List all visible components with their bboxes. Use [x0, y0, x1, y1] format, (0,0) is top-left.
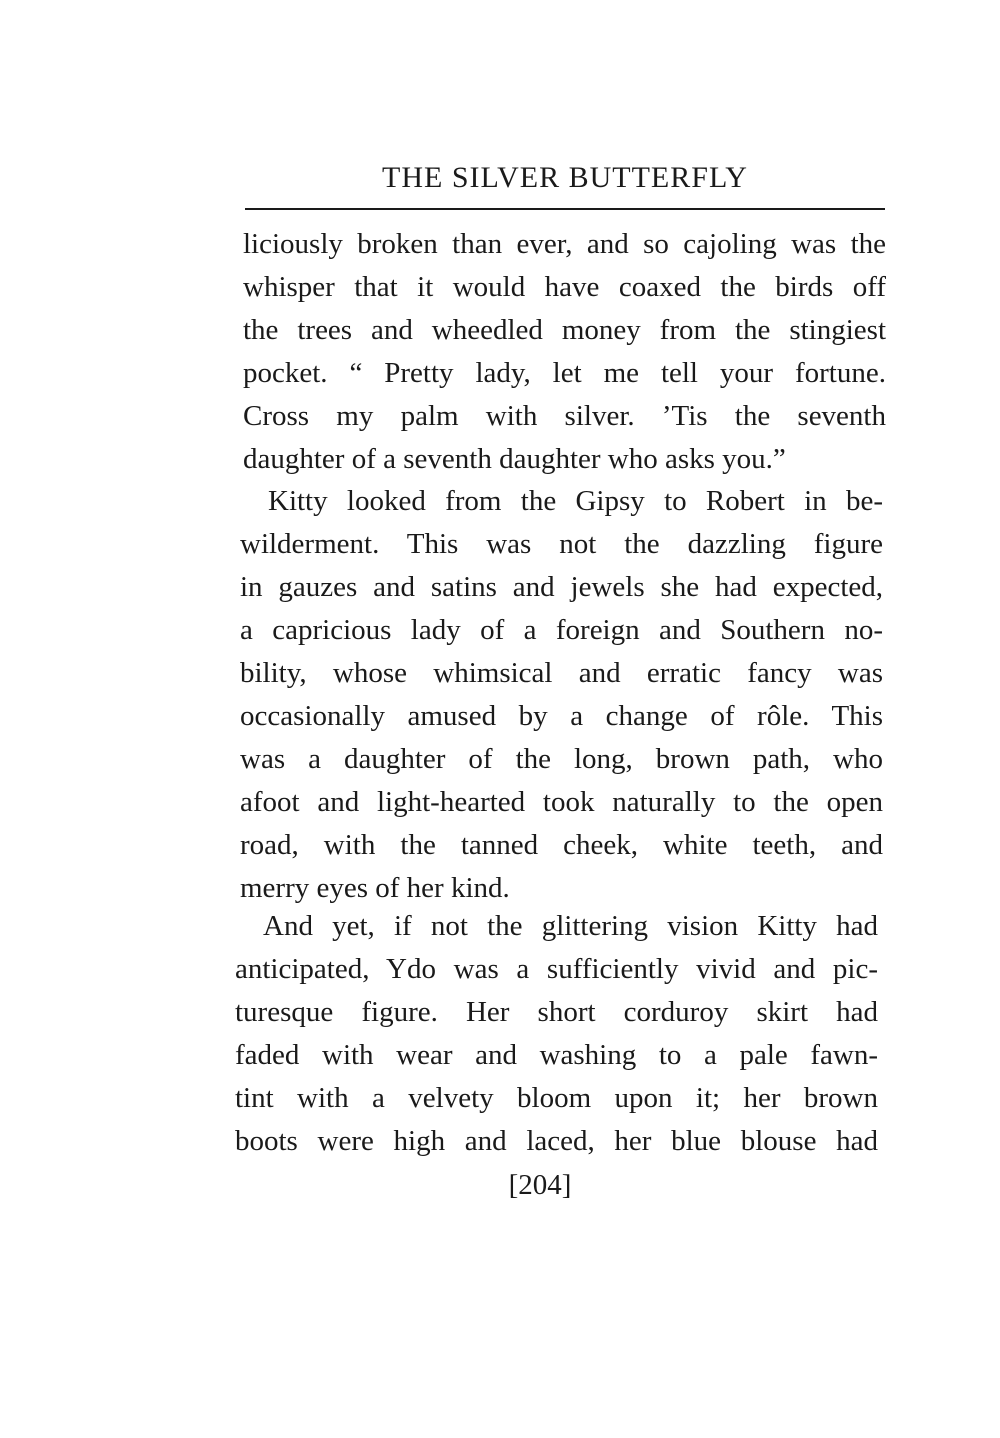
- page-number: [204]: [508, 1169, 572, 1201]
- text-line: wilderment. This was not the dazzling figure: [240, 528, 883, 560]
- text-line: in gauzes and satins and jewels she had expected,: [240, 571, 883, 603]
- paragraph-1: [243, 223, 886, 481]
- text-line: road, with the tanned cheek, white teeth, and: [240, 829, 883, 861]
- text-line: turesque figure. Her short corduroy skirt had: [235, 996, 878, 1028]
- text-line: Cross my palm with silver. ’Tis the seventh: [243, 400, 886, 432]
- running-head: THE SILVER BUTTERFLY: [382, 161, 748, 194]
- text-line: merry eyes of her kind.: [240, 872, 510, 904]
- text-line: daughter of a seventh daughter who asks you.”: [243, 443, 786, 475]
- text-line: a capricious lady of a foreign and Southern no-: [240, 614, 883, 646]
- text-line: pocket. “ Pretty lady, let me tell your fortune.: [243, 357, 886, 389]
- text-line: occasionally amused by a change of rôle. This: [240, 700, 883, 732]
- text-line: anticipated, Ydo was a sufficiently vivid and pic-: [235, 953, 878, 985]
- text-line: whisper that it would have coaxed the birds off: [243, 271, 886, 303]
- header-rule: [245, 208, 885, 210]
- text-line: tint with a velvety bloom upon it; her brown: [235, 1082, 878, 1114]
- text-line: the trees and wheedled money from the stingiest: [243, 314, 886, 346]
- text-line: Kitty looked from the Gipsy to Robert in be-: [268, 485, 883, 517]
- text-line: faded with wear and washing to a pale fawn-: [235, 1039, 878, 1071]
- text-line: liciously broken than ever, and so cajoling was the: [243, 228, 886, 260]
- paragraph-2: [240, 480, 883, 910]
- paragraph-3: [235, 905, 878, 1163]
- text-line: boots were high and laced, her blue blouse had: [235, 1125, 878, 1157]
- text-line: afoot and light-hearted took naturally to the open: [240, 786, 883, 818]
- text-line: was a daughter of the long, brown path, who: [240, 743, 883, 775]
- text-line: bility, whose whimsical and erratic fancy was: [240, 657, 883, 689]
- text-line: And yet, if not the glittering vision Kitty had: [263, 910, 878, 942]
